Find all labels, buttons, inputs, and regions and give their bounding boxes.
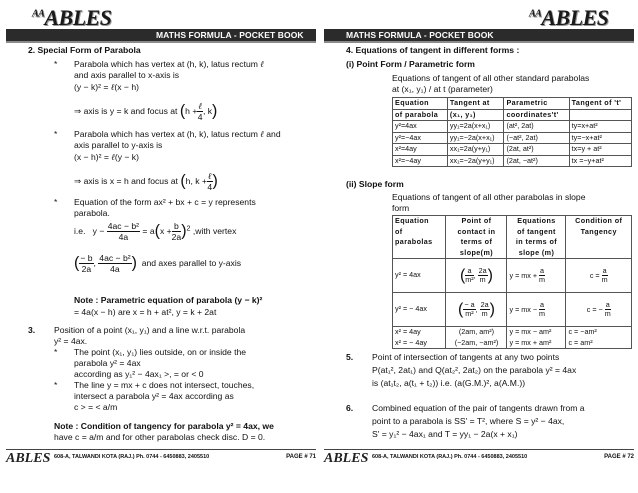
text-line: y² = 4ax.: [54, 336, 88, 346]
footer-logo: ABLES: [324, 451, 369, 466]
table-cell: xx₁=2a(y+y₁): [447, 144, 504, 156]
equation: ( $\frac{- b}{2a}$ , $\frac{\text{4ac − b²}}{4a}$ ) and axes parallel to y-axis: [74, 253, 242, 275]
table-cell: c = −am²: [566, 327, 632, 338]
table-cell: tx=y + at²: [569, 144, 631, 156]
table-cell: y = mx + $\frac{a}{m}$: [507, 259, 566, 293]
header-cell: Equation: [393, 98, 448, 110]
page-footer: [324, 449, 634, 469]
text-line: axis parallel to y-axis is: [74, 140, 163, 150]
bullet: *: [54, 129, 58, 139]
table-header: [393, 109, 632, 121]
table-cell: xx₁=−2a(y+y₁): [447, 155, 504, 167]
slope-form-table: [392, 215, 632, 349]
text-line: Equations of tangent of all other parabolas in slope: [392, 192, 586, 202]
footer-logo: ABLES: [6, 451, 51, 466]
equation: (x − h)² = ℓ(y − k): [74, 152, 139, 162]
left-page: [6, 0, 316, 493]
bullet: *: [54, 347, 58, 357]
table-cell: y = mx − $\frac{a}{m}$: [507, 293, 566, 327]
table-header: [393, 216, 632, 227]
header-cell: Tangent at: [447, 98, 504, 110]
ables-logo: $^{AA}$ABLES: [32, 5, 112, 30]
footer-address: 608-A, TALWANDI KOTA (RAJ.) Ph. 0744 - 6450883, 2405510: [54, 454, 210, 460]
table-header: [393, 248, 632, 259]
header-cell: Condition of: [566, 216, 632, 227]
header-cell: parabolas: [393, 237, 446, 248]
header-cell: slope(m): [446, 248, 507, 259]
point-form-table: [392, 97, 632, 167]
table-header: [393, 98, 632, 110]
header-cell: [566, 237, 632, 248]
section-2-title: 2. Special Form of Parabola: [28, 45, 141, 55]
note-2: Note : Condition of tangency for parabola y² = 4ax, we: [54, 421, 274, 431]
header-cell: [566, 248, 632, 259]
table-cell: yy₁=−2a(x+x₁): [447, 132, 504, 144]
text-line: form: [392, 203, 410, 213]
page-header: [324, 3, 634, 43]
page-number: PAGE # 72: [604, 454, 634, 460]
table-cell: (at², 2at): [504, 121, 569, 133]
table-cell: x²=4ay: [393, 144, 448, 156]
text-line: Point of intersection of tangents at any two points: [372, 352, 560, 362]
table-cell: tx =−y+at²: [569, 155, 631, 167]
header-cell: coordinates't': [504, 109, 569, 121]
table-cell: yy₁=2a(x+x₁): [447, 121, 504, 133]
header-cell: of: [393, 227, 446, 238]
equation: ⇒ axis is x = h and focus at (h, k + $\frac{\text{ℓ}}{4}$ ): [74, 171, 218, 193]
equation: i.e. y − $\frac{\text{4ac − b²}}{4a}$ = a(x + $\frac{b}{2a}$ )$^2$ ,with vertex: [74, 221, 237, 243]
table-row: [393, 155, 632, 167]
table-cell: x²=−4ay: [393, 155, 448, 167]
equation: (y − k)² = ℓ(x − h): [74, 82, 139, 92]
bullet: *: [54, 59, 58, 69]
table-row: [393, 327, 632, 338]
header-cell: Parametric: [504, 98, 569, 110]
table-cell: y²=4ax: [393, 121, 448, 133]
table-cell: c = am²: [566, 338, 632, 349]
header-cell: [393, 248, 446, 259]
header-cell: Tangent of 't': [569, 98, 631, 110]
text-line: point to a parabola is SS' = T², where S = y² − 4ax,: [372, 416, 565, 426]
section-number: 3.: [28, 325, 36, 335]
right-page: [324, 0, 634, 493]
text-line: at (x₁, y₁) / at t (parameter): [392, 84, 493, 94]
table-cell: ( $\frac{a}{\text{m²}}$ , $\frac{2a}{m}$ ): [446, 259, 507, 293]
footer-address: 608-A, TALWANDI KOTA (RAJ.) Ph. 0744 - 6450883, 2405510: [372, 454, 528, 460]
table-row: [393, 132, 632, 144]
text-line: The line y = mx + c does not intersect, touches,: [74, 380, 255, 390]
text-line: is (at₁t₂, a(t₁ + t₂)) i.e. (a(G.M.)², a(A.M.)): [372, 378, 526, 388]
table-header: [393, 237, 632, 248]
note-1: Note : Parametric equation of parabola (y − k)²: [74, 295, 263, 305]
header-cell: Tangency: [566, 227, 632, 238]
text-line: S' = y₁² − 4ax₁ and T = yy₁ − 2a(x + x₁): [372, 429, 518, 439]
section-number: 6.: [346, 403, 354, 413]
header-cell: in terms of: [507, 237, 566, 248]
text-line: according as y₁² − 4ax₁ >, = or < 0: [74, 369, 204, 379]
header-cell: of tangent: [507, 227, 566, 238]
table-cell: (−at², 2at): [504, 132, 569, 144]
table-cell: (2at, at²): [504, 144, 569, 156]
text-line: parabola y² = 4ax: [74, 358, 141, 368]
table-cell: y²=−4ax: [393, 132, 448, 144]
text-line: Position of a point (x₁, y₁) and a line w.r.t. parabola: [54, 325, 246, 335]
header-cell: (x₁, y₁): [447, 109, 504, 121]
equation: ⇒ axis is y = k and focus at (h + $\frac{\text{ℓ}}{4}$ , k): [74, 101, 218, 123]
table-cell: ( $\frac{- a}{\text{m²}}$ , $\frac{2a}{m}$ ): [446, 293, 507, 327]
header-cell: of parabola: [393, 109, 448, 121]
table-row: [393, 293, 632, 327]
text-line: The point (x₁, y₁) lies outside, on or inside the: [74, 347, 247, 357]
header-title: MATHS FORMULA - POCKET BOOK: [156, 30, 304, 40]
text-line: Equations of tangent of all other standard parabolas: [392, 73, 590, 83]
table-cell: ty=x+at²: [569, 121, 631, 133]
table-row: [393, 338, 632, 349]
text-line: Parabola which has vertex at (h, k), latus rectum ℓ: [74, 59, 264, 69]
page-footer: [6, 449, 316, 469]
header-cell: [569, 109, 631, 121]
text-line: c > = < a/m: [74, 402, 118, 412]
table-cell: ty=−x+at²: [569, 132, 631, 144]
note-1-cont: = 4a(x − h) are x = h + at², y = k + 2at: [74, 307, 217, 317]
header-cell: terms of: [446, 237, 507, 248]
table-cell: (−2am, −am²): [446, 338, 507, 349]
page-number: PAGE # 71: [286, 454, 316, 460]
header-cell: Equations: [507, 216, 566, 227]
header-cell: Point of: [446, 216, 507, 227]
header-cell: Equation: [393, 216, 446, 227]
text-line: P(at₁², 2at₁) and Q(at₂², 2at₂) on the parabola y² = 4ax: [372, 365, 577, 375]
text-line: and axis parallel to x-axis is: [74, 70, 180, 80]
bullet: *: [54, 380, 58, 390]
text-line: intersect a parabola y² = 4ax according as: [74, 391, 234, 401]
text-line: parabola.: [74, 208, 110, 218]
table-cell: y² = − 4ax: [393, 293, 446, 327]
section-number: 5.: [346, 352, 354, 362]
table-cell: x² = 4ay: [393, 327, 446, 338]
table-cell: y = mx − am²: [507, 327, 566, 338]
page-header: [6, 3, 316, 43]
bullet: *: [54, 197, 58, 207]
table-row: [393, 144, 632, 156]
section-4ii-title: (ii) Slope form: [346, 179, 404, 189]
section-4-title: 4. Equations of tangent in different forms :: [346, 45, 520, 55]
header-title: MATHS FORMULA - POCKET BOOK: [346, 30, 494, 40]
table-row: [393, 121, 632, 133]
table-cell: y² = 4ax: [393, 259, 446, 293]
section-4i-title: (i) Point Form / Parametric form: [346, 59, 475, 69]
table-cell: y = mx + am²: [507, 338, 566, 349]
table-cell: c = $\frac{a}{m}$: [566, 259, 632, 293]
header-cell: contact in: [446, 227, 507, 238]
table-cell: (2am, am²): [446, 327, 507, 338]
text-line: Equation of the form ax² + bx + c = y represents: [74, 197, 256, 207]
table-cell: c = − $\frac{a}{m}$: [566, 293, 632, 327]
table-header: [393, 227, 632, 238]
table-cell: x² = − 4ay: [393, 338, 446, 349]
text-line: Combined equation of the pair of tangents drawn from a: [372, 403, 585, 413]
table-row: [393, 259, 632, 293]
table-cell: (2at, −at²): [504, 155, 569, 167]
text-line: Parabola which has vertex at (h, k), latus rectum ℓ and: [74, 129, 281, 139]
header-cell: slope (m): [507, 248, 566, 259]
note-2-cont: have c = a/m and for other parabolas check disc. D = 0.: [54, 432, 266, 442]
ables-logo: $^{AA}$ABLES: [529, 5, 609, 30]
